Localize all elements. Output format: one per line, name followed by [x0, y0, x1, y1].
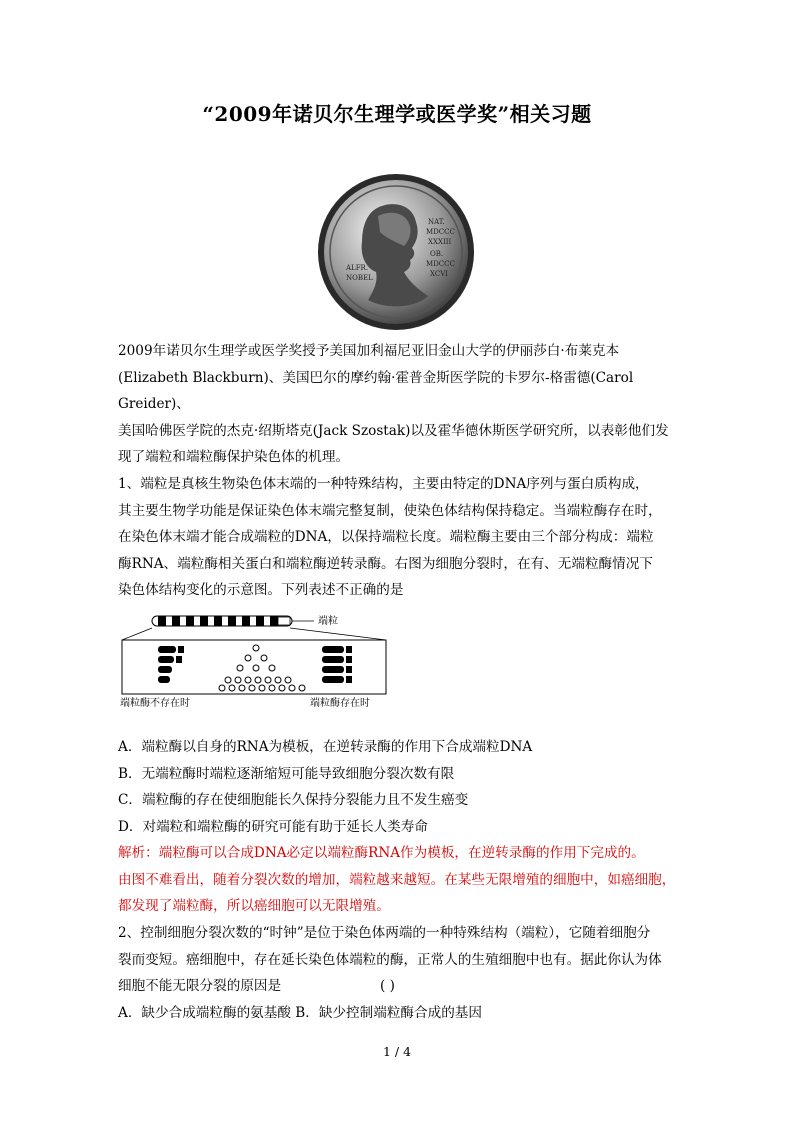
- label-telomere: 端粒: [318, 616, 338, 627]
- answer-blank: ( ): [380, 978, 395, 994]
- q2-option-b: B．缺少控制端粒酶合成的基因: [295, 1004, 482, 1021]
- question-1-analysis: [118, 840, 678, 920]
- intro-line: (Elizabeth Blackburn)、美国巴尔的摩约翰·霍普金斯医学院的卡罗尔-格雷德(Carol Greider)、: [118, 369, 634, 412]
- medal-inscription-2: MDCCC: [426, 228, 455, 236]
- q1-line: 1、端粒是真核生物染色体末端的一种特殊结构，主要由特定的DNA序列与蛋白质构成，: [118, 476, 649, 492]
- q2-option-a: A．缺少合成端粒酶的氨基酸: [118, 1004, 291, 1021]
- nobel-medal-icon: [316, 172, 476, 332]
- page-title: “2009年诺贝尔生理学或医学奖”相关习题: [202, 102, 592, 126]
- medal-inscription-5: MDCCC: [426, 260, 455, 268]
- q2-options-row: [118, 1000, 678, 1027]
- q2-line: [118, 973, 678, 1000]
- q2-line-text: 细胞不能无限分裂的原因是: [118, 978, 282, 994]
- analysis-line: 由图不难看出，随着分裂次数的增加，端粒越来越短。在某些无限增殖的细胞中，如癌细胞，: [118, 871, 676, 888]
- intro-line: 美国哈佛医学院的杰克·绍斯塔克(Jack Szostak)以及霍华德休斯医学研究所，以表彰他们发: [118, 422, 669, 439]
- question-2-stem: [118, 920, 678, 1026]
- option-b: B．无端粒酶时端粒逐渐缩短可能导致细胞分裂次数有限: [118, 765, 455, 782]
- label-telomerase-present: 端粒酶存在时: [310, 698, 370, 708]
- intro-paragraph: [118, 338, 678, 471]
- question-1-stem: [118, 471, 678, 604]
- q1-line: 在染色体末端才能合成端粒的DNA，以保持端粒长度。端粒酶主要由三个部分构成：端粒: [118, 529, 654, 545]
- q1-line: 其主要生物学功能是保证染色体末端完整复制，使染色体结构保持稳定。当端粒酶存在时，: [118, 502, 662, 519]
- medal-inscription-8: NOBEL: [346, 274, 373, 282]
- analysis-line: 都发现了端粒酶，所以癌细胞可以无限增殖。: [118, 898, 390, 914]
- option-a: A．端粒酶以自身的RNA为模板，在逆转录酶的作用下合成端粒DNA: [118, 739, 533, 755]
- q2-line: 裂而变短。癌细胞中，存在延长染色体端粒的酶，正常人的生殖细胞中也有。据此你认为体: [118, 951, 662, 968]
- medal-inscription-3: XXXIII: [428, 238, 452, 246]
- intro-line: 2009年诺贝尔生理学或医学奖授予美国加利福尼亚旧金山大学的伊丽莎白·布莱克本: [118, 343, 620, 359]
- chromosome-top: [152, 616, 314, 626]
- page-number: 1 / 4: [382, 1044, 412, 1059]
- medal-inscription-4: OB.: [430, 250, 444, 258]
- medal-inscription-1: NAT.: [428, 218, 445, 226]
- option-c: C．端粒酶的存在使细胞能长久保持分裂能力且不发生癌变: [118, 792, 469, 808]
- label-telomerase-absent: 端粒酶不存在时: [120, 698, 190, 708]
- medal-inscription-6: XCVI: [430, 270, 449, 278]
- q1-line: 染色体结构变化的示意图。下列表述不正确的是: [118, 582, 404, 598]
- q1-line: 酶RNA、端粒酶相关蛋白和端粒酶逆转录酶。右图为细胞分裂时，在有、无端粒酶情况下: [118, 555, 653, 572]
- medal-inscription-7: ALFR.: [346, 264, 369, 272]
- telomere-diagram: [118, 608, 418, 708]
- intro-line: 现了端粒和端粒酶保护染色体的机理。: [118, 449, 350, 465]
- q2-line: 2、控制细胞分裂次数的“时钟”是位于染色体两端的一种特殊结构（端粒），它随着细胞分: [118, 925, 651, 941]
- question-1-options: [118, 734, 678, 840]
- option-d: D．对端粒和端粒酶的研究可能有助于延长人类寿命: [118, 818, 428, 835]
- analysis-line: 解析：端粒酶可以合成DNA必定以端粒酶RNA作为模板，在逆转录酶的作用下完成的。: [118, 845, 645, 861]
